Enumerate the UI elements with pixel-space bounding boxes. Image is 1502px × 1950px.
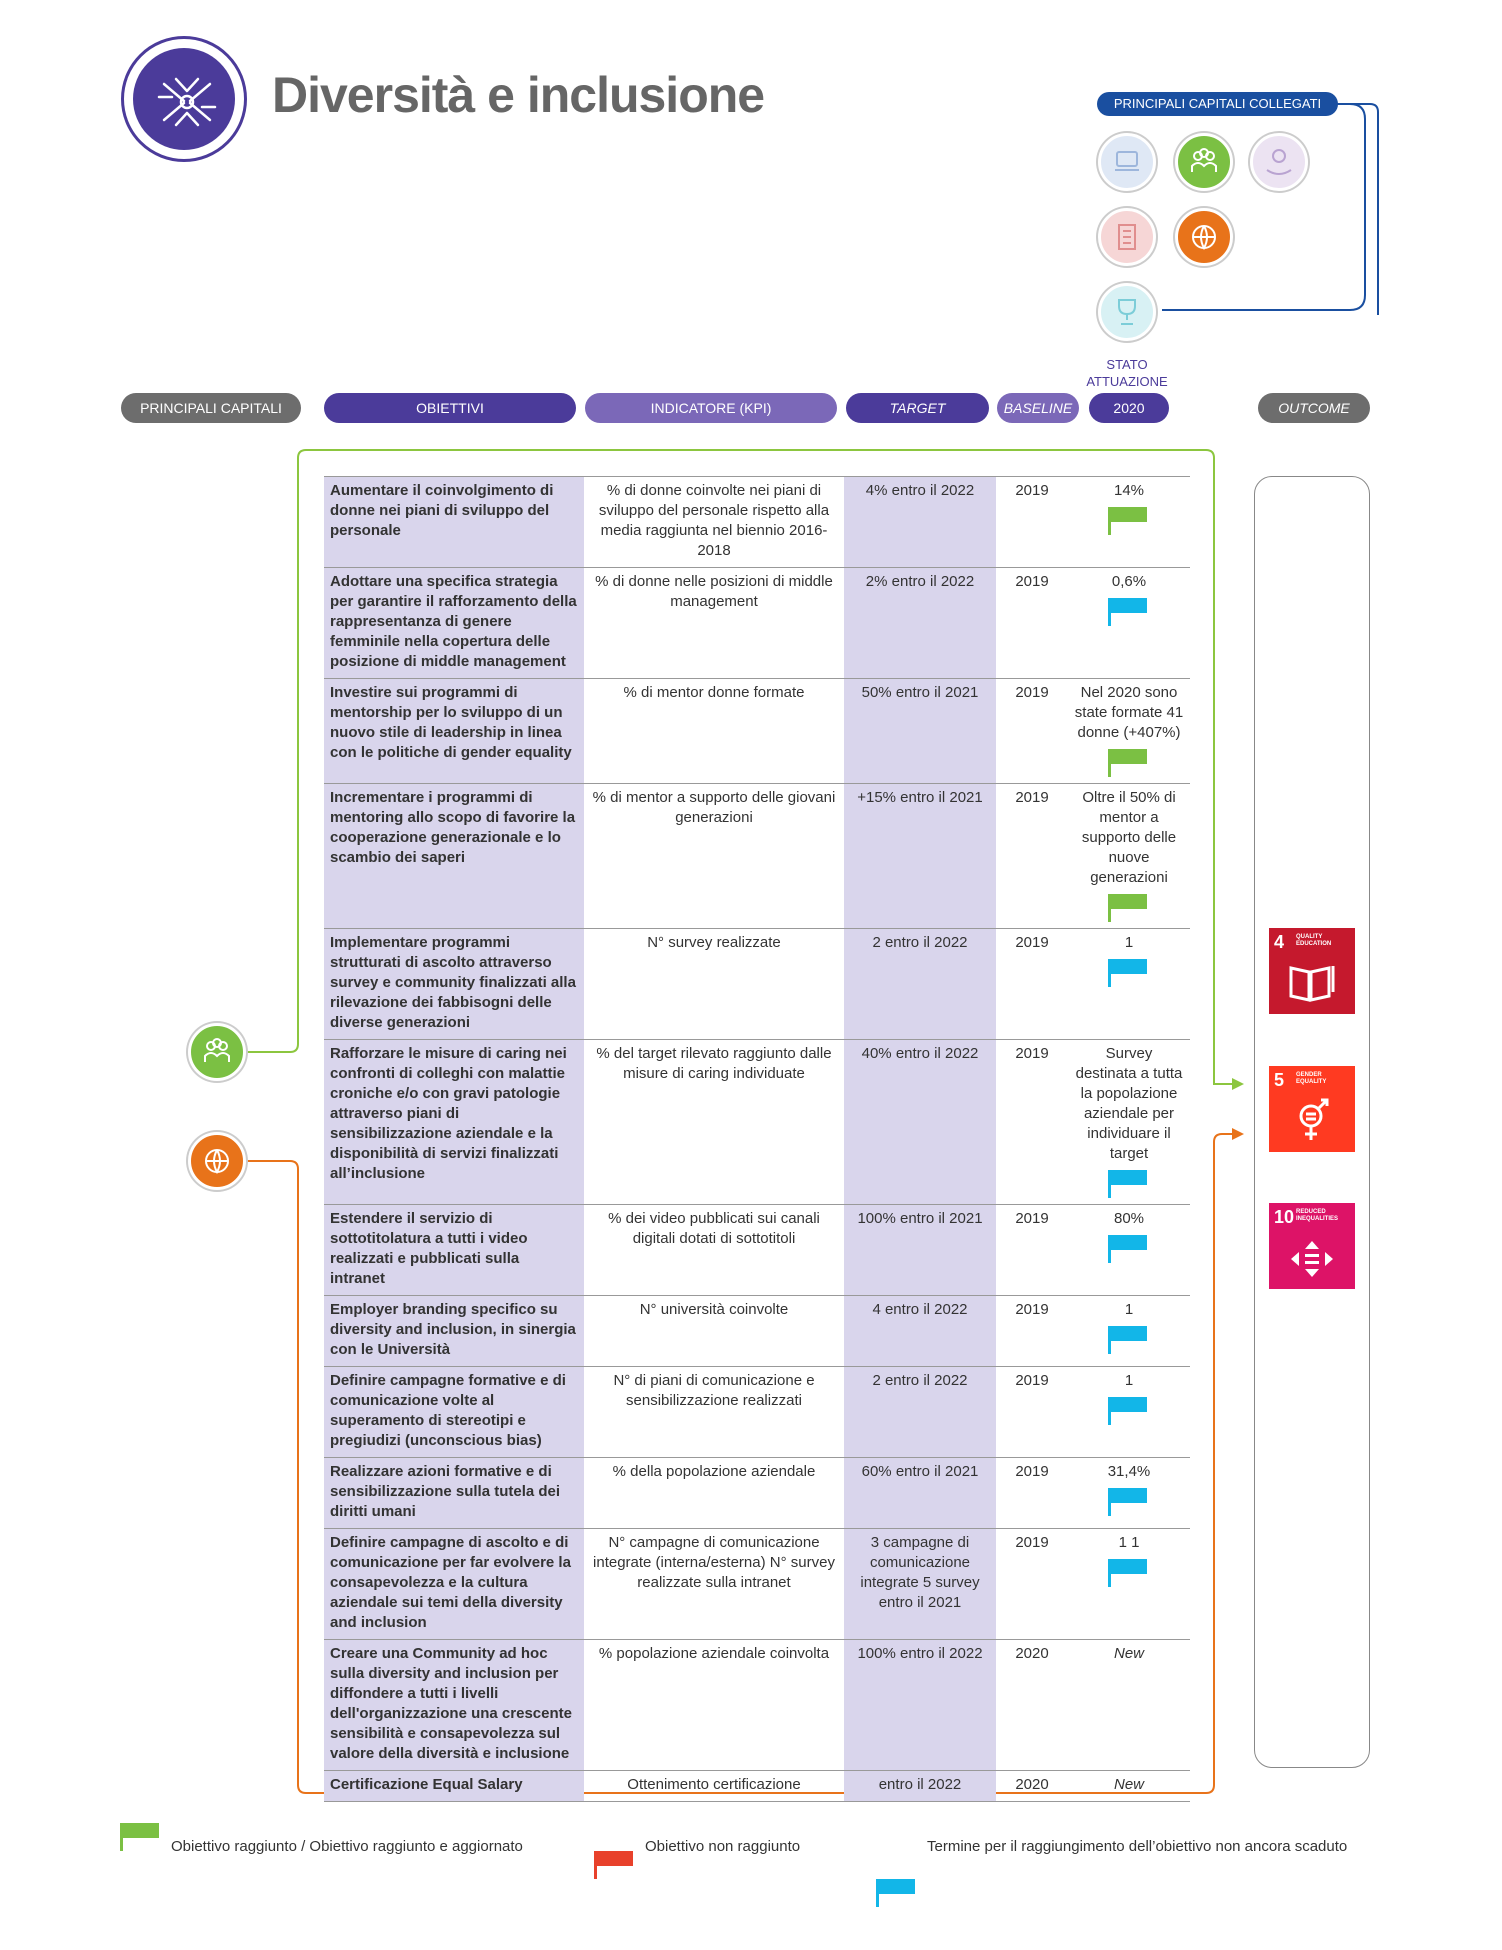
kpi-cell: [584, 1040, 844, 1205]
kpi-cell: [584, 1458, 844, 1529]
capitals-box-label: PRINCIPALI CAPITALI COLLEGATI: [1097, 92, 1338, 116]
kpi-cell-text: % della popolazione aziendale: [612, 1463, 816, 1480]
kpi-cell-text: % di donne nelle posizioni di middle management: [595, 573, 833, 610]
sdg-number: 10: [1274, 1207, 1295, 1227]
green-status-flag-icon: [1108, 749, 1150, 777]
sdg-5-gender-equality-icon: [1269, 1066, 1355, 1152]
table-row: [324, 1458, 1190, 1529]
baseline-cell: [996, 568, 1068, 679]
status-cell: [1068, 477, 1190, 568]
kpi-cell: [584, 1296, 844, 1367]
table-row: [324, 679, 1190, 784]
blue-status-flag-icon: [1108, 598, 1150, 626]
target-cell: [844, 1529, 996, 1640]
target-cell-text: 2 entro il 2022: [872, 934, 968, 951]
baseline-cell: [996, 1040, 1068, 1205]
table-row: [324, 1296, 1190, 1367]
baseline-cell-text: 2020: [1015, 1776, 1049, 1793]
header-target: TARGET: [846, 393, 989, 423]
status-cell: [1068, 784, 1190, 929]
blue-status-flag-icon: [1108, 1488, 1150, 1516]
sdg-label: REDUCED INEQUALITIES: [1296, 1209, 1339, 1222]
target-cell: [844, 1296, 996, 1367]
kpi-cell-text: % di mentor donne formate: [623, 684, 805, 701]
kpi-cell-text: % di donne coinvolte nei piani di sviluppo del personale rispetto alla media raggiunta nel biennio 2016-2018: [598, 482, 830, 559]
baseline-cell-text: 2019: [1015, 1210, 1049, 1227]
kpi-cell: [584, 477, 844, 568]
blue-status-flag-icon: [1108, 1326, 1150, 1354]
objective-cell-text: Investire sui programmi di mentorship per lo sviluppo di un nuovo stile di leadership in linea con le politiche di gender equality: [330, 684, 572, 761]
blue-status-flag-icon: [1108, 1559, 1150, 1587]
baseline-cell: [996, 1296, 1068, 1367]
natural-capital-row-icon: [188, 1132, 246, 1190]
table-row: [324, 568, 1190, 679]
kpi-cell-text: % di mentor a supporto delle giovani generazioni: [592, 789, 836, 826]
blue-status-flag-icon: [1108, 1170, 1150, 1198]
baseline-cell: [996, 1367, 1068, 1458]
target-cell-text: 100% entro il 2021: [857, 1210, 983, 1227]
target-cell-text: 2% entro il 2022: [865, 573, 975, 590]
legend-achieved: Obiettivo raggiunto / Obiettivo raggiunto e aggiornato: [171, 1838, 523, 1855]
status-cell: [1068, 568, 1190, 679]
baseline-cell-text: 2019: [1015, 482, 1049, 499]
legend-not-achieved: Obiettivo non raggiunto: [645, 1838, 801, 1855]
legend-pending: Termine per il raggiungimento dell’obiettivo non ancora scaduto: [927, 1838, 1348, 1855]
status-header-title: STATO ATTUAZIONE: [1086, 357, 1168, 389]
table-row: [324, 1040, 1190, 1205]
page-title: Diversità e inclusione: [272, 67, 765, 123]
baseline-cell: [996, 1458, 1068, 1529]
kpi-cell: [584, 1771, 844, 1802]
kpi-cell: [584, 1367, 844, 1458]
target-cell: [844, 1640, 996, 1771]
target-cell-text: +15% entro il 2021: [857, 789, 983, 806]
target-cell: [844, 1458, 996, 1529]
target-cell-text: 3 campagne di comunicazione integrate 5 survey entro il 2021: [860, 1534, 980, 1611]
header-objectives: OBIETTIVI: [324, 393, 576, 423]
sdg-number: 5: [1274, 1070, 1285, 1090]
target-cell-text: 4 entro il 2022: [872, 1301, 968, 1318]
baseline-cell: [996, 1205, 1068, 1296]
target-cell-text: 100% entro il 2022: [857, 1645, 983, 1662]
baseline-cell: [996, 1771, 1068, 1802]
status-cell: [1068, 1529, 1190, 1640]
baseline-cell-text: 2020: [1015, 1645, 1049, 1662]
baseline-cell-text: 2019: [1015, 684, 1049, 701]
objective-cell-text: Certificazione Equal Salary: [330, 1776, 523, 1793]
table-row: [324, 1367, 1190, 1458]
objective-cell: [324, 1205, 584, 1296]
kpi-cell-text: N° campagne di comunicazione integrate (interna/esterna) N° survey realizzate sulla intranet: [593, 1534, 835, 1591]
objective-cell-text: Aumentare il coinvolgimento di donne nei piani di sviluppo del personale: [330, 482, 554, 539]
kpi-cell: [584, 568, 844, 679]
legend-blue-flag-icon: [876, 1879, 918, 1907]
baseline-cell-text: 2019: [1015, 934, 1049, 951]
green-status-flag-icon: [1108, 894, 1150, 922]
table-row: [324, 929, 1190, 1040]
sdg-label: GENDER EQUALITY: [1296, 1072, 1327, 1085]
blue-status-flag-icon: [1108, 1397, 1150, 1425]
status-cell-text: 14%: [1113, 482, 1145, 499]
table-row: [324, 1771, 1190, 1802]
objective-cell-text: Rafforzare le misure di caring nei confronti di colleghi con malattie croniche e/o con gravi patologie attraverso piani di sensibilizzazione aziendale e la disponibilità di servizi finalizzati all’inclusione: [330, 1045, 567, 1182]
target-cell: [844, 1040, 996, 1205]
baseline-cell: [996, 929, 1068, 1040]
baseline-cell-text: 2019: [1015, 573, 1049, 590]
baseline-cell-text: 2019: [1015, 1534, 1049, 1551]
objective-cell: [324, 1529, 584, 1640]
status-cell-text: Nel 2020 sono state formate 41 donne (+407%): [1074, 684, 1184, 741]
status-cell-text: 1: [1124, 1372, 1134, 1389]
baseline-cell-text: 2019: [1015, 1372, 1049, 1389]
target-cell: [844, 784, 996, 929]
target-cell: [844, 477, 996, 568]
objective-cell-text: Realizzare azioni formative e di sensibilizzazione sulla tutela dei diritti umani: [330, 1463, 561, 1520]
equality-arrows-icon: [1289, 1239, 1335, 1279]
objective-cell: [324, 477, 584, 568]
blue-status-flag-icon: [1108, 959, 1150, 987]
objective-cell: [324, 1771, 584, 1802]
status-cell: [1068, 1771, 1190, 1802]
objective-cell-text: Definire campagne di ascolto e di comunicazione per far evolvere la consapevolezza e la cultura aziendale sui temi della diversity and inclusion: [330, 1534, 571, 1631]
objective-cell: [324, 1640, 584, 1771]
baseline-cell-text: 2019: [1015, 1463, 1049, 1480]
header-capitals: PRINCIPALI CAPITALI: [121, 393, 301, 423]
target-cell-text: 60% entro il 2021: [861, 1463, 979, 1480]
table-row: [324, 1529, 1190, 1640]
kpi-cell-text: % popolazione aziendale coinvolta: [598, 1645, 830, 1662]
kpi-cell: [584, 929, 844, 1040]
kpi-cell-text: % del target rilevato raggiunto dalle misure di caring individuate: [596, 1045, 832, 1082]
legend-red-flag-icon: [594, 1851, 636, 1879]
objective-cell: [324, 1296, 584, 1367]
status-cell-text: 0,6%: [1111, 573, 1147, 590]
kpi-cell-text: N° survey realizzate: [647, 934, 781, 951]
status-cell-text: Oltre il 50% di mentor a supporto delle nuove generazioni: [1081, 789, 1177, 886]
sdg-10-reduced-inequalities-icon: [1269, 1203, 1355, 1289]
status-cell-text: 31,4%: [1107, 1463, 1151, 1480]
table-row: [324, 477, 1190, 568]
kpi-cell: [584, 1640, 844, 1771]
target-cell: [844, 1367, 996, 1458]
baseline-cell: [996, 679, 1068, 784]
green-status-flag-icon: [1108, 507, 1150, 535]
status-cell: [1068, 1640, 1190, 1771]
target-cell-text: 50% entro il 2021: [861, 684, 979, 701]
sdg-label: QUALITY EDUCATION: [1296, 934, 1332, 947]
target-cell-text: 4% entro il 2022: [865, 482, 975, 499]
target-cell-text: 40% entro il 2022: [861, 1045, 979, 1062]
kpi-cell: [584, 679, 844, 784]
kpi-cell-text: % dei video pubblicati sui canali digitali dotati di sottotitoli: [608, 1210, 820, 1247]
objective-cell-text: Definire campagne formative e di comunicazione volte al superamento di stereotipi e pregiudizi (unconscious bias): [330, 1372, 566, 1449]
human-capital-row-icon: [188, 1023, 246, 1081]
status-cell: [1068, 1205, 1190, 1296]
header-kpi: INDICATORE (KPI): [585, 393, 837, 423]
table-row: [324, 1640, 1190, 1771]
kpi-cell-text: Ottenimento certificazione: [627, 1776, 801, 1793]
status-cell: [1068, 679, 1190, 784]
sdg-number: 4: [1274, 932, 1285, 952]
baseline-cell: [996, 1640, 1068, 1771]
objective-cell-text: Estendere il servizio di sottotitolatura a tutti i video realizzati e pubblicati sulla intranet: [330, 1210, 528, 1287]
kpi-cell-text: N° università coinvolte: [639, 1301, 789, 1318]
sdg-4-quality-education-icon: [1269, 928, 1355, 1014]
objective-cell: [324, 1367, 584, 1458]
kpi-cell: [584, 784, 844, 929]
kpi-cell: [584, 1529, 844, 1640]
objective-cell: [324, 784, 584, 929]
target-cell-text: 2 entro il 2022: [872, 1372, 968, 1389]
baseline-cell: [996, 477, 1068, 568]
objective-cell: [324, 929, 584, 1040]
table-row: [324, 784, 1190, 929]
status-cell-text: 1 1: [1118, 1534, 1140, 1551]
status-cell-text: 80%: [1113, 1210, 1145, 1227]
baseline-cell: [996, 1529, 1068, 1640]
target-cell: [844, 568, 996, 679]
status-cell-text: New: [1113, 1645, 1144, 1662]
status-cell-text: New: [1113, 1776, 1144, 1793]
legend-green-flag-icon: [120, 1823, 162, 1851]
target-cell: [844, 679, 996, 784]
gender-symbol-icon: [1293, 1096, 1333, 1148]
baseline-cell-text: 2019: [1015, 1301, 1049, 1318]
status-cell-text: 1: [1124, 1301, 1134, 1318]
status-cell-text: 1: [1124, 934, 1134, 951]
baseline-cell: [996, 784, 1068, 929]
objective-cell-text: Implementare programmi strutturati di ascolto attraverso survey e community finalizzati alla rilevazione dei fabbisogni delle diverse generazioni: [330, 934, 576, 1031]
baseline-cell-text: 2019: [1015, 789, 1049, 806]
status-cell: [1068, 1367, 1190, 1458]
blue-status-flag-icon: [1108, 1235, 1150, 1263]
target-cell-text: entro il 2022: [878, 1776, 962, 1793]
target-cell: [844, 929, 996, 1040]
objective-cell-text: Adottare una specifica strategia per garantire il rafforzamento della rappresentanza di genere femminile nella copertura delle posizione di middle management: [330, 573, 577, 670]
kpi-cell-text: N° di piani di comunicazione e sensibilizzazione realizzati: [613, 1372, 815, 1409]
status-cell: [1068, 1458, 1190, 1529]
book-icon: [1287, 962, 1337, 1002]
objective-cell-text: Employer branding specifico su diversity and inclusion, in sinergia con le Università: [330, 1301, 576, 1358]
header-outcome: OUTCOME: [1258, 393, 1370, 423]
objective-cell-text: Creare una Community ad hoc sulla diversity and inclusion per diffondere a tutti i livelli dell'organizzazione una crescente sensibilità e consapevolezza sul valore della diversità e inclusione: [330, 1645, 572, 1762]
objective-cell: [324, 679, 584, 784]
baseline-cell-text: 2019: [1015, 1045, 1049, 1062]
target-cell: [844, 1771, 996, 1802]
target-cell: [844, 1205, 996, 1296]
status-cell: [1068, 1296, 1190, 1367]
objective-cell: [324, 568, 584, 679]
status-cell-text: Survey destinata a tutta la popolazione aziendale per individuare il target: [1075, 1045, 1183, 1162]
header-baseline: BASELINE: [997, 393, 1079, 423]
kpi-cell: [584, 1205, 844, 1296]
objectives-table: [324, 476, 1190, 1802]
objective-cell-text: Incrementare i programmi di mentoring allo scopo di favorire la cooperazione generazionale e lo scambio dei saperi: [330, 789, 576, 866]
status-cell: [1068, 1040, 1190, 1205]
header-status-year: 2020: [1089, 393, 1169, 423]
table-row: [324, 1205, 1190, 1296]
objective-cell: [324, 1458, 584, 1529]
status-cell: [1068, 929, 1190, 1040]
objective-cell: [324, 1040, 584, 1205]
